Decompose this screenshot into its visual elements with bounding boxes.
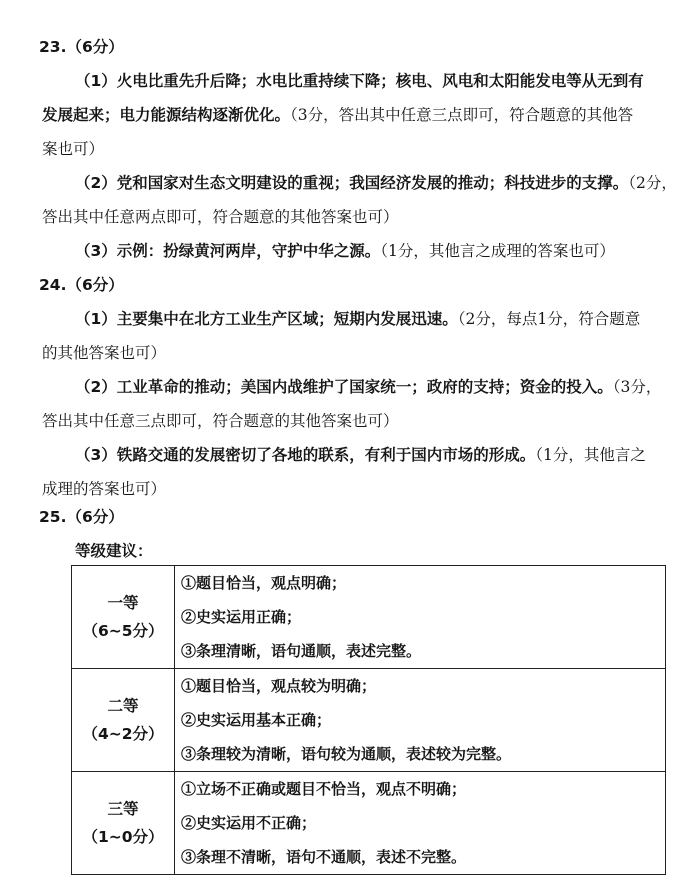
q24-part2-note-cont: 答出其中任意三点即可，符合题意的其他答案也可） — [42, 412, 399, 430]
grade-level-name: 三等 — [107, 800, 139, 818]
grade-criterion: ③条理不清晰，语句不通顺，表述不完整。 — [181, 848, 467, 866]
q23-part1-note: （3分，答出其中任意三点即可，符合题意的其他答 — [290, 106, 634, 124]
q23-part3: （3）示例：扮绿黄河两岸，守护中华之源。（1分，其他言之成理的答案也可） — [75, 242, 615, 260]
q23-part3-note: （1分，其他言之成理的答案也可） — [380, 242, 615, 260]
grade-criterion: ①题目恰当，观点明确； — [181, 574, 347, 592]
q24-part1-line1: （1）主要集中在北方工业生产区域；短期内发展迅速。（2分，每点1分，符合题意 — [75, 310, 641, 328]
grade-level-cell — [72, 772, 175, 875]
grade-level-name: 一等 — [107, 594, 139, 612]
grade-criterion: ①立场不正确或题目不恰当，观点不明确； — [181, 780, 467, 798]
q23-part2-note-cont: 答出其中任意两点即可，符合题意的其他答案也可） — [42, 208, 399, 226]
grade-criteria-cell — [175, 772, 666, 875]
grade-criteria-cell — [175, 669, 666, 772]
grade-criterion: ②史实运用基本正确； — [181, 711, 332, 729]
grading-suggestion-label: 等级建议： — [75, 542, 153, 560]
grade-criterion: ③条理较为清晰，语句较为通顺，表述较为完整。 — [181, 745, 512, 763]
q24-part3-note-cont: 成理的答案也可） — [42, 480, 167, 498]
question-23-heading: 23.（6分） — [39, 38, 124, 56]
grade-level-cell — [72, 566, 175, 669]
grade-criterion: ③条理清晰，语句通顺，表述完整。 — [181, 642, 422, 660]
q23-part1-note-cont: 案也可） — [42, 140, 105, 158]
q24-part2-note: （3分， — [612, 378, 662, 396]
grade-level-range: （1~0分） — [82, 828, 164, 846]
q23-part1-line2: 发展起来；电力能源结构逐渐优化。（3分，答出其中任意三点即可，符合题意的其他答 — [42, 106, 634, 124]
grade-level-name: 二等 — [107, 697, 139, 715]
grade-level-range: （4~2分） — [82, 725, 164, 743]
grade-level-range: （6~5分） — [82, 622, 164, 640]
grade-criterion: ①题目恰当，观点较为明确； — [181, 677, 377, 695]
q24-part2-line1: （2）工业革命的推动；美国内战维护了国家统一；政府的支持；资金的投入。（3分， — [75, 378, 662, 396]
grade-criterion: ②史实运用不正确； — [181, 814, 317, 832]
q24-part3-line1: （3）铁路交通的发展密切了各地的联系，有利于国内市场的形成。（1分，其他言之 — [75, 446, 646, 464]
question-25-heading: 25.（6分） — [39, 508, 124, 526]
grade-row-3 — [72, 772, 666, 875]
q24-part1-note: （2分，每点1分，符合题意 — [457, 310, 641, 328]
grade-level-cell — [72, 669, 175, 772]
q24-part1-note-cont: 的其他答案也可） — [42, 344, 167, 362]
question-24-heading: 24.（6分） — [39, 276, 124, 294]
grade-criteria-cell — [175, 566, 666, 669]
grade-criterion: ②史实运用正确； — [181, 608, 302, 626]
q23-part2-line1: （2）党和国家对生态文明建设的重视；我国经济发展的推动；科技进步的支撑。（2分， — [75, 174, 677, 192]
grading-table — [71, 565, 666, 875]
q24-part3-note: （1分，其他言之 — [535, 446, 646, 464]
q23-part2-note: （2分， — [628, 174, 677, 192]
grade-row-1 — [72, 566, 666, 669]
q23-part1-line1: （1）火电比重先升后降；水电比重持续下降；核电、风电和太阳能发电等从无到有 — [75, 72, 644, 90]
grade-row-2 — [72, 669, 666, 772]
